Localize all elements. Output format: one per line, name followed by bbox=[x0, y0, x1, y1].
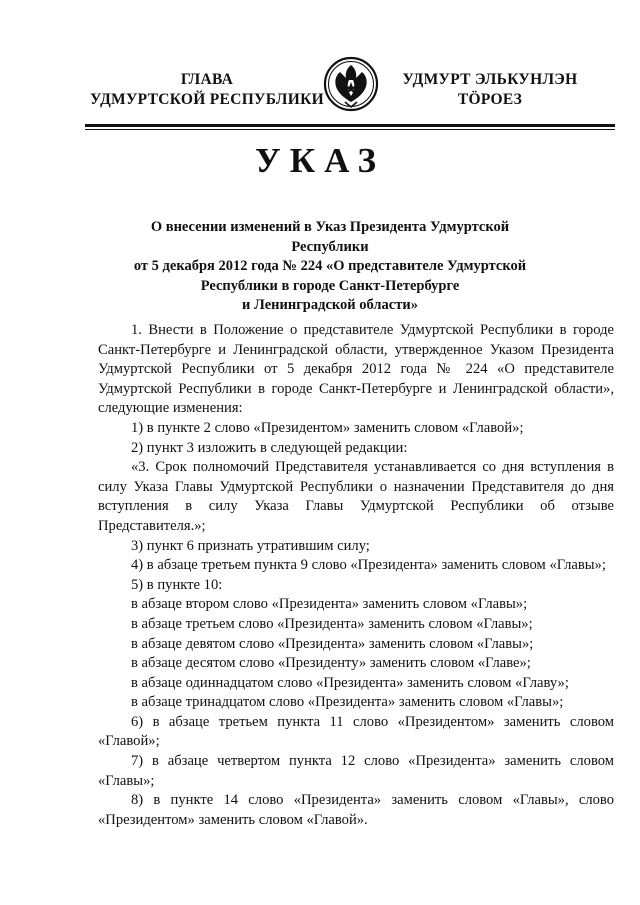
header-rule-thin bbox=[85, 129, 615, 131]
header-left-line1: ГЛАВА bbox=[180, 71, 234, 88]
body-paragraph: 1. Внести в Положение о представителе Удмуртской Республики в городе Санкт-Петербурге и Ленинградской области, утвержденное Указом Президента Удмуртской Республики от 5 декабря 2012 года № 224 «О представителе Удмуртской Республики в городе Санкт-Петербурге и Ленинградской области», следующие изменения: bbox=[98, 322, 614, 417]
header-right-line2: ТӦРОЕЗ bbox=[457, 91, 523, 108]
body-paragraph: в абзаце девятом слово «Президента» заменить словом «Главы»; bbox=[131, 635, 534, 652]
subject-line: Республики в городе Санкт-Петербурге bbox=[200, 277, 460, 294]
subject-line: от 5 декабря 2012 года № 224 «О представителе Удмуртской bbox=[133, 258, 527, 274]
body-paragraph: 1) в пункте 2 слово «Президентом» заменить словом «Главой»; bbox=[131, 419, 524, 436]
subject-line: и Ленинградской области» bbox=[242, 297, 418, 313]
document-subject bbox=[130, 218, 530, 316]
body-paragraph: 8) в пункте 14 слово «Президента» заменить словом «Главы», слово «Президентом» заменить словом «Главой». bbox=[98, 792, 614, 828]
body-paragraph: в абзаце втором слово «Президента» заменить словом «Главы»; bbox=[131, 596, 528, 613]
header-left-line2: УДМУРТСКОЙ РЕСПУБЛИКИ bbox=[89, 91, 324, 108]
document-title: УКАЗ bbox=[255, 141, 385, 180]
header-left bbox=[78, 70, 336, 110]
body-paragraph: в абзаце десятом слово «Президенту» заменить словом «Главе»; bbox=[131, 655, 531, 672]
body-paragraph: 2) пункт 3 изложить в следующей редакции: bbox=[131, 439, 408, 456]
subject-line: О внесении изменений в Указ Президента Удмуртской Республики bbox=[150, 219, 510, 255]
header-right-line1: УДМУРТ ЭЛЬКУНЛЭН bbox=[402, 71, 578, 88]
header-right bbox=[392, 70, 588, 110]
body-paragraph: 7) в абзаце четвертом пункта 12 слово «Президента» заменить словом «Главы»; bbox=[98, 753, 614, 789]
body-paragraph: 3) пункт 6 признать утратившим силу; bbox=[131, 537, 370, 554]
body-paragraph: 4) в абзаце третьем пункта 9 слово «Президента» заменить словом «Главы»; bbox=[131, 557, 606, 574]
header-rule-thick bbox=[85, 124, 615, 127]
body-paragraph: в абзаце одиннадцатом слово «Президента» заменить словом «Главу»; bbox=[131, 674, 569, 691]
body-paragraph: в абзаце тринадцатом слово «Президента» заменить словом «Главы»; bbox=[131, 694, 564, 711]
document-body bbox=[98, 321, 614, 830]
body-paragraph: 6) в абзаце третьем пункта 11 слово «Президентом» заменить словом «Главой»; bbox=[98, 713, 614, 750]
body-paragraph: 5) в пункте 10: bbox=[131, 576, 223, 593]
udmurt-coat-of-arms-icon bbox=[323, 56, 379, 112]
body-paragraph: в абзаце третьем слово «Президента» заменить словом «Главы»; bbox=[131, 615, 533, 632]
body-paragraph: «3. Срок полномочий Представителя устанавливается со дня вступления в силу Указа Главы Удмуртской Республики о назначении Представителя до дня вступления в силу Указа Главы Удмуртской Республики об отзыве Представителя.»; bbox=[98, 459, 614, 534]
